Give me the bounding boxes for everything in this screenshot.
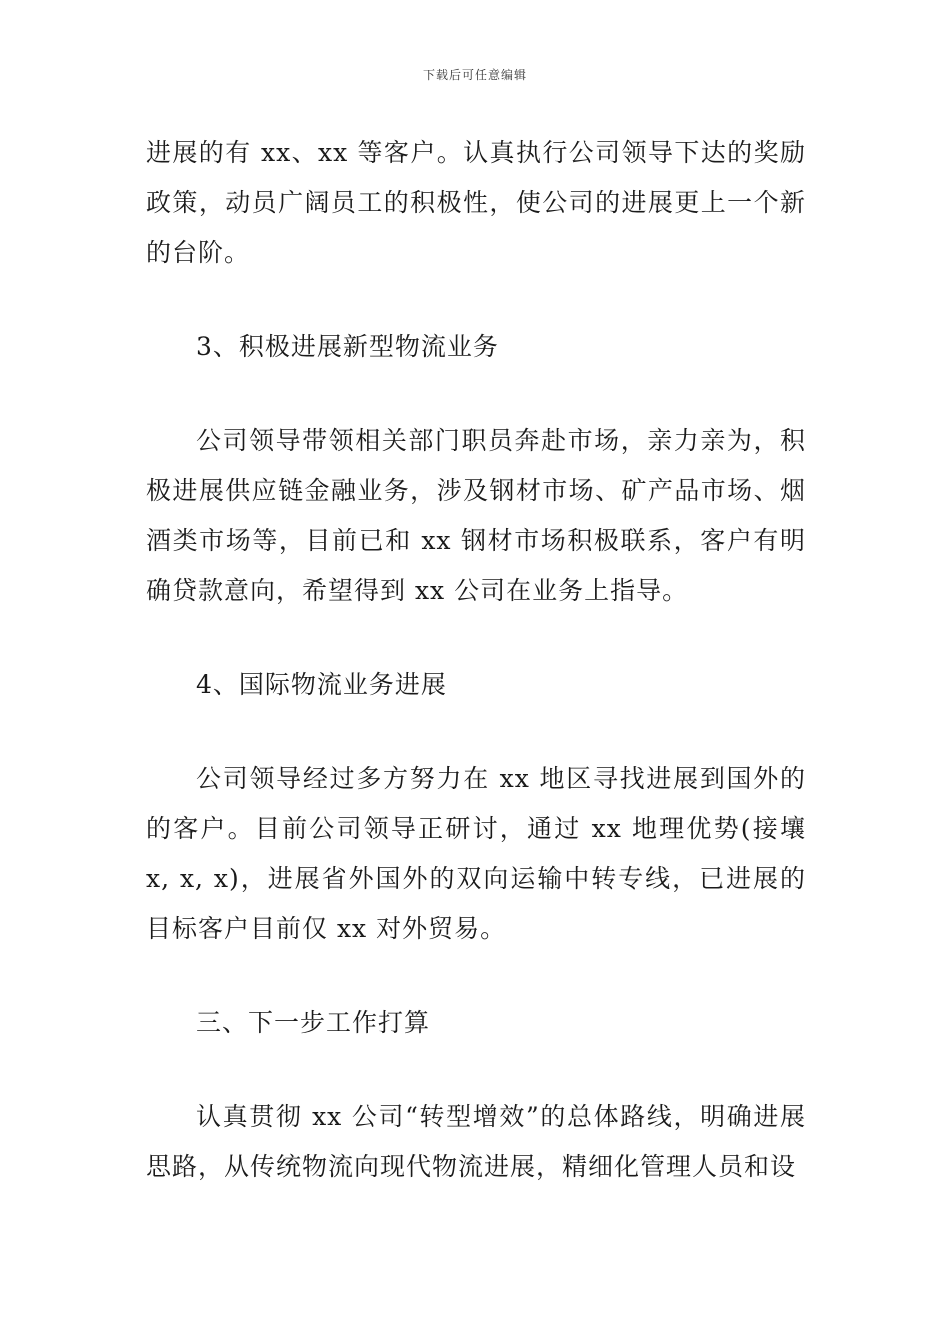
page-header: 下载后可任意编辑	[422, 68, 527, 82]
document-body	[146, 128, 806, 1192]
paragraph-supply-chain: 公司领导带领相关部门职员奔赴市场，亲力亲为，积极进展供应链金融业务，涉及钢材市场、矿产品市场、烟酒类市场等，目前已和 xx 钢材市场积极联系，客户有明确贷款意向，希望得到 xx 公司在业务上指导。	[146, 426, 806, 605]
section-heading-4: 4、国际物流业务进展	[196, 670, 447, 699]
paragraph-international: 公司领导经过多方努力在 xx 地区寻找进展到国外的的客户。目前公司领导正研讨，通过 xx 地理优势(接壤 x, x, x)，进展省外国外的双向运输中转专线，已进展的目标客户目前仅 xx 对外贸易。	[146, 764, 806, 943]
section-heading-next-steps: 三、下一步工作打算	[196, 1008, 431, 1037]
paragraph-strategy: 认真贯彻 xx 公司“转型增效”的总体路线，明确进展思路，从传统物流向现代物流进展，精细化管理人员和设	[146, 1102, 806, 1181]
section-heading-3: 3、积极进展新型物流业务	[196, 332, 499, 361]
paragraph-continuation: 进展的有 xx、xx 等客户。认真执行公司领导下达的奖励政策，动员广阔员工的积极性，使公司的进展更上一个新的台阶。	[146, 138, 806, 267]
